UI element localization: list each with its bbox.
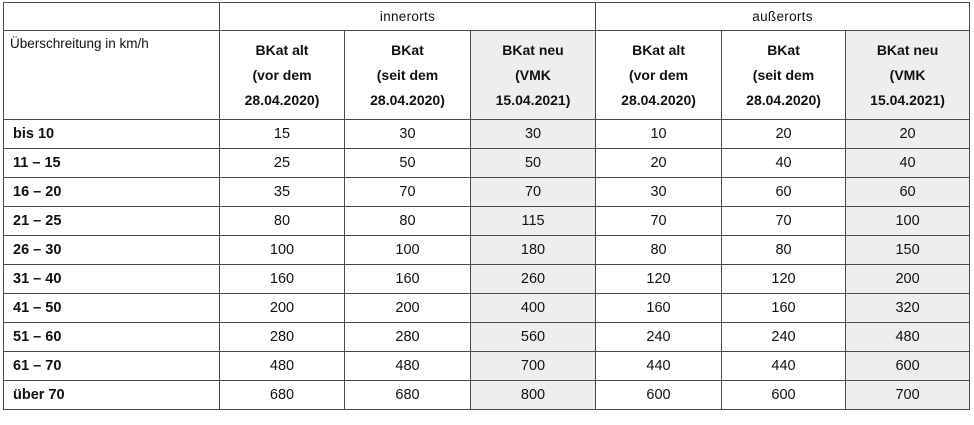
fine-cell: 480 — [345, 352, 471, 381]
fine-cell: 260 — [471, 265, 596, 294]
fine-cell: 50 — [471, 149, 596, 178]
fine-cell: 280 — [220, 323, 345, 352]
column-header-line: (vor dem — [252, 66, 312, 83]
table-row — [4, 236, 970, 265]
fine-cell: 20 — [596, 149, 722, 178]
fine-cell: 80 — [596, 236, 722, 265]
speed-range-cell: bis 10 — [4, 120, 220, 149]
column-header-line: (VMK — [515, 66, 551, 83]
fine-cell: 100 — [345, 236, 471, 265]
column-header-line: (VMK — [889, 66, 926, 83]
speed-range-cell: 31 – 40 — [4, 265, 220, 294]
fine-cell: 680 — [345, 381, 471, 410]
fine-cell: 60 — [846, 178, 970, 207]
fine-cell: 70 — [722, 207, 846, 236]
fine-cell: 60 — [722, 178, 846, 207]
column-header-ausserorts-bkat — [722, 31, 846, 120]
column-header-line: BKat neu — [502, 41, 564, 58]
table-row — [4, 178, 970, 207]
column-header-line: 28.04.2020) — [746, 91, 821, 108]
fine-cell: 320 — [846, 294, 970, 323]
fine-cell: 200 — [220, 294, 345, 323]
fine-cell: 80 — [220, 207, 345, 236]
fine-cell: 240 — [596, 323, 722, 352]
column-header-line: (vor dem — [628, 66, 689, 83]
table-row — [4, 323, 970, 352]
column-header-line: 28.04.2020) — [621, 91, 696, 108]
column-header-line: 28.04.2020) — [244, 91, 320, 108]
fine-cell: 30 — [471, 120, 596, 149]
fine-cell: 35 — [220, 178, 345, 207]
fine-cell: 160 — [722, 294, 846, 323]
group-innerorts: innerorts — [220, 3, 596, 31]
fine-cell: 70 — [471, 178, 596, 207]
fine-cell: 30 — [345, 120, 471, 149]
column-header-line: (seit dem — [752, 66, 815, 83]
fine-cell: 700 — [471, 352, 596, 381]
column-header-line: BKat — [767, 41, 800, 58]
column-header-line: BKat neu — [876, 41, 939, 58]
fine-cell: 280 — [345, 323, 471, 352]
table-row — [4, 381, 970, 410]
fine-cell: 440 — [722, 352, 846, 381]
column-header-line: 15.04.2021) — [495, 91, 571, 108]
row-header-label: Überschreitung in km/h — [4, 31, 220, 120]
fine-cell: 480 — [220, 352, 345, 381]
fine-cell: 600 — [846, 352, 970, 381]
fine-cell: 680 — [220, 381, 345, 410]
speed-range-cell: 61 – 70 — [4, 352, 220, 381]
fine-cell: 70 — [345, 178, 471, 207]
fine-cell: 700 — [846, 381, 970, 410]
fine-cell: 40 — [722, 149, 846, 178]
fine-cell: 15 — [220, 120, 345, 149]
column-header-innerorts-bkat-neu — [471, 31, 596, 120]
fine-cell: 800 — [471, 381, 596, 410]
fine-cell: 200 — [345, 294, 471, 323]
column-header-line: BKat alt — [632, 41, 685, 58]
fine-cell: 80 — [345, 207, 471, 236]
fine-cell: 400 — [471, 294, 596, 323]
speed-range-cell: 41 – 50 — [4, 294, 220, 323]
fine-cell: 440 — [596, 352, 722, 381]
group-header-row — [4, 3, 970, 31]
column-header-row — [4, 31, 970, 120]
fine-cell: 10 — [596, 120, 722, 149]
column-header-innerorts-bkat — [345, 31, 471, 120]
fine-cell: 100 — [220, 236, 345, 265]
fine-cell: 160 — [345, 265, 471, 294]
fine-cell: 240 — [722, 323, 846, 352]
table-row — [4, 352, 970, 381]
fine-cell: 20 — [846, 120, 970, 149]
table-row — [4, 120, 970, 149]
corner-cell — [4, 3, 220, 31]
column-header-ausserorts-bkat-neu — [846, 31, 970, 120]
column-header-line: BKat alt — [255, 41, 309, 58]
column-header-line: BKat — [391, 41, 424, 58]
table-row — [4, 207, 970, 236]
speed-range-cell: über 70 — [4, 381, 220, 410]
speed-range-cell: 51 – 60 — [4, 323, 220, 352]
speed-range-cell: 26 – 30 — [4, 236, 220, 265]
column-header-innerorts-bkat-alt — [220, 31, 345, 120]
fine-cell: 480 — [846, 323, 970, 352]
fine-cell: 600 — [722, 381, 846, 410]
group-ausserorts: außerorts — [596, 3, 970, 31]
fine-cell: 120 — [596, 265, 722, 294]
table-row — [4, 265, 970, 294]
column-header-line: (seit dem — [376, 66, 439, 83]
speed-range-cell: 11 – 15 — [4, 149, 220, 178]
fine-cell: 80 — [722, 236, 846, 265]
fine-cell: 160 — [596, 294, 722, 323]
fine-cell: 115 — [471, 207, 596, 236]
fine-cell: 120 — [722, 265, 846, 294]
fine-cell: 600 — [596, 381, 722, 410]
fines-table — [3, 2, 970, 410]
speed-range-cell: 21 – 25 — [4, 207, 220, 236]
fine-cell: 20 — [722, 120, 846, 149]
column-header-ausserorts-bkat-alt — [596, 31, 722, 120]
table-row — [4, 294, 970, 323]
fine-cell: 70 — [596, 207, 722, 236]
fine-cell: 40 — [846, 149, 970, 178]
fine-cell: 100 — [846, 207, 970, 236]
fine-cell: 25 — [220, 149, 345, 178]
column-header-line: 15.04.2021) — [870, 91, 945, 108]
column-header-line: 28.04.2020) — [370, 91, 445, 108]
table-row — [4, 149, 970, 178]
fine-cell: 50 — [345, 149, 471, 178]
fine-cell: 30 — [596, 178, 722, 207]
fine-cell: 560 — [471, 323, 596, 352]
fine-cell: 200 — [846, 265, 970, 294]
fine-cell: 160 — [220, 265, 345, 294]
fine-cell: 180 — [471, 236, 596, 265]
fines-table-body — [4, 120, 970, 410]
speed-range-cell: 16 – 20 — [4, 178, 220, 207]
fine-cell: 150 — [846, 236, 970, 265]
